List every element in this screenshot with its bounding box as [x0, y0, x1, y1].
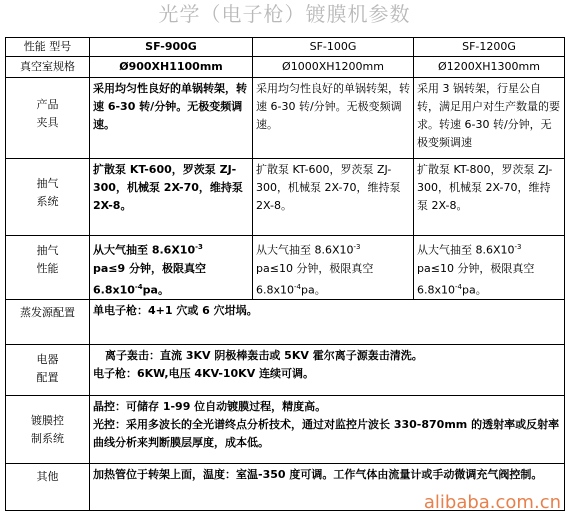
fixture-value: 采用 3 锅转架，行星公自转，满足用户对生产数量的要求。转速 6-30 转/分钟，无极变频调速: [417, 82, 560, 149]
other-value: 加热管位于转架上面，温度：室温-350 度可调。工作气体由流量计或手动微调充气阀控制。: [93, 468, 543, 481]
pump-perf-line1: 从大气抽至 8.6X10: [93, 243, 196, 257]
electrical-cell: [89, 344, 565, 396]
other-label-cell: [5, 463, 90, 511]
pump-perf-line3a: 6.8x10: [256, 283, 295, 297]
pump-perf-line3b: pa。: [462, 283, 487, 297]
pump-perf-cell-1: [89, 235, 253, 300]
pump-perf-line2: pa≤10 分钟，极限真空: [256, 261, 374, 275]
coating-label-cell: [5, 395, 90, 464]
pump-perf-line3a: 6.8x10: [93, 283, 135, 297]
vacuum-cell-1: [89, 56, 253, 78]
fixture-label-line1: 产品: [36, 98, 59, 111]
pump-system-value: 扩散泵 KT-800，罗茨泵 ZJ-300，机械泵 2X-70，维持泵 2X-8。: [417, 163, 553, 212]
model-cell-2: [252, 37, 414, 57]
pump-perf-exp2: -4: [455, 282, 462, 291]
pump-perf-line3b: pa。: [142, 283, 169, 297]
header-label: 性能 型号: [23, 40, 72, 53]
pump-perf-line1: 从大气抽至 8.6X10: [256, 243, 354, 257]
evap-label-cell: [5, 299, 90, 345]
model-cell-3: [413, 37, 565, 57]
pump-perf-line3a: 6.8x10: [417, 283, 456, 297]
electrical-line1: 离子轰击：直流 3KV 阴极棒轰击或 5KV 霍尔离子源轰击清洗。: [105, 349, 423, 362]
coating-line2: 光控：采用多波长的全光谱终点分析技术，通过对监控片波长 330-870mm 的透射率或反射率曲线分析来判断膜层厚度，成本低。: [93, 418, 560, 449]
pump-perf-label-line2: 性能: [36, 262, 59, 275]
vacuum-label-cell: [5, 56, 90, 78]
vacuum-value: Ø1000XH1200mm: [282, 60, 384, 73]
electrical-label-cell: [5, 344, 90, 396]
fixture-cell-1: [89, 77, 253, 159]
electrical-label-line1: 电器: [36, 353, 59, 366]
pump-system-value: 扩散泵 KT-600，罗茨泵 ZJ-300，机械泵 2X-70，维持泵 2X-8。: [256, 163, 401, 212]
other-label: 其他: [36, 470, 59, 483]
coating-cell: [89, 395, 565, 464]
coating-label-line1: 镀膜控: [31, 414, 64, 427]
pump-perf-exp2: -4: [294, 282, 301, 291]
evap-cell: [89, 299, 565, 345]
electrical-label-line2: 配置: [36, 371, 59, 384]
model-name: SF-1200G: [462, 40, 516, 53]
fixture-cell-2: [252, 77, 414, 159]
pump-system-cell-3: [413, 158, 565, 236]
header-label-cell: [5, 37, 90, 57]
vacuum-cell-2: [252, 56, 414, 78]
model-name: SF-900G: [145, 40, 197, 53]
pump-system-cell-1: [89, 158, 253, 236]
pump-perf-line3b: pa。: [301, 283, 326, 297]
fixture-value: 采用均匀性良好的单锅转架，转速 6-30 转/分钟。无极变频调速。: [93, 82, 247, 131]
watermark-logo: alibaba.com.cn: [423, 492, 561, 513]
pump-perf-label-line1: 抽气: [36, 244, 59, 257]
fixture-value: 采用均匀性良好的单锅转架，转速 6-30 转/分钟。无极变频调速。: [256, 82, 410, 131]
pump-perf-exp1: -3: [195, 243, 203, 251]
pump-perf-line2: pa≤9 分钟，极限真空: [93, 261, 206, 275]
pump-system-label-line2: 系统: [36, 195, 59, 208]
vacuum-cell-3: [413, 56, 565, 78]
fixture-label-cell: [5, 77, 90, 159]
pump-perf-exp2: -4: [134, 282, 143, 291]
pump-perf-exp1: -3: [514, 243, 522, 251]
fixture-cell-3: [413, 77, 565, 159]
pump-perf-label-cell: [5, 235, 90, 300]
pump-system-value: 扩散泵 KT-600，罗茨泵 ZJ-300，机械泵 2X-70，维持泵 2X-8。: [93, 163, 243, 212]
model-name: SF-100G: [309, 40, 357, 53]
pump-perf-cell-2: [252, 235, 414, 300]
vacuum-value: Ø900XH1100mm: [119, 60, 223, 73]
fixture-label-line2: 夹具: [36, 116, 59, 129]
pump-system-label-cell: [5, 158, 90, 236]
pump-perf-line1: 从大气抽至 8.6X10: [417, 243, 515, 257]
model-cell-1: [89, 37, 253, 57]
page-title: 光学（电子枪）镀膜机参数: [158, 2, 411, 26]
electrical-line2: 电子枪：6KW,电压 4KV-10KV 连续可调。: [93, 367, 315, 380]
vacuum-value: Ø1200XH1300mm: [438, 60, 540, 73]
pump-perf-cell-3: [413, 235, 565, 300]
pump-system-cell-2: [252, 158, 414, 236]
evap-label: 蒸发源配置: [20, 306, 75, 319]
pump-perf-exp1: -3: [353, 243, 361, 251]
coating-line1: 晶控：可储存 1-99 位自动镀膜过程，精度高。: [93, 400, 327, 413]
pump-system-label-line1: 抽气: [36, 177, 59, 190]
vacuum-label: 真空室规格: [20, 60, 75, 73]
evap-value: 单电子枪：4+1 穴或 6 穴坩埚。: [93, 304, 258, 317]
coating-label-line2: 制系统: [31, 432, 64, 445]
pump-perf-line2: pa≤10 分钟，极限真空: [417, 261, 535, 275]
